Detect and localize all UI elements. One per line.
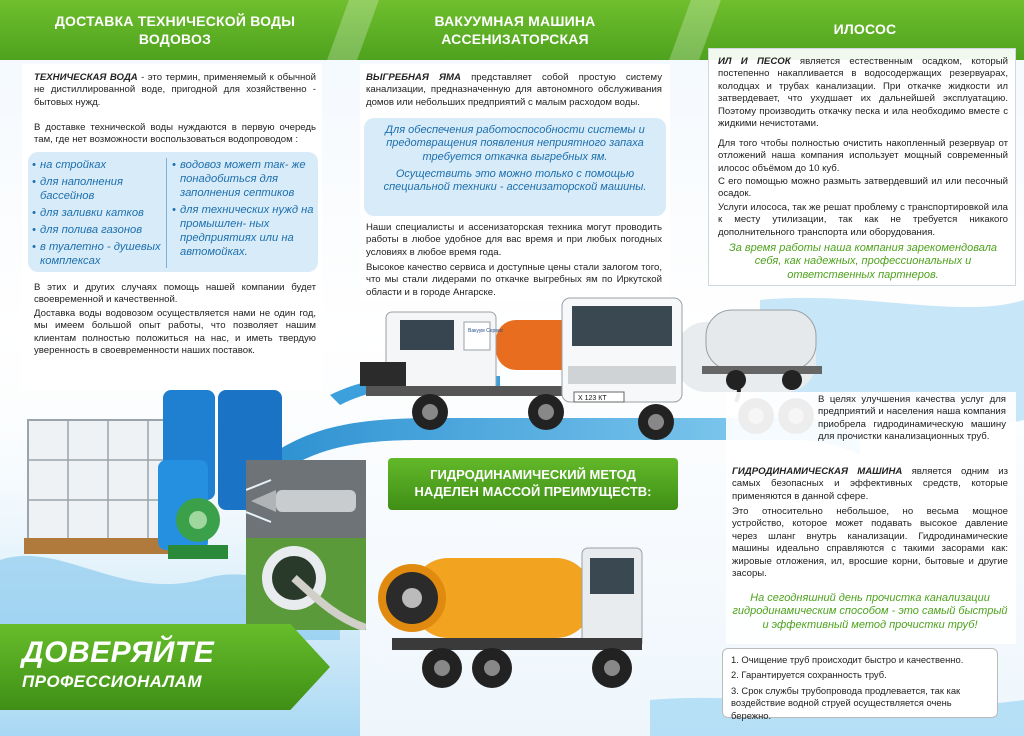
col1-intro — [34, 72, 316, 109]
header-silt-pump — [720, 20, 1010, 38]
col2-intro-text: представляет собой простую систему канализации, предназначенную для автономного обслуживания домов или небольших предприятий с малым расходом воды. — [366, 72, 663, 108]
col2-quote2: Осуществить это можно только с помощью специальной техники - ассенизаторской машины. — [383, 168, 647, 194]
col2-para1: Наши специалисты и ассенизаторская техника могут проводить работы в любое удобное для вас время и при любых погодных условиях в любое время года. — [366, 222, 662, 258]
truck-plate: Х 123 КТ — [578, 395, 607, 402]
manhole-image — [246, 538, 366, 630]
col2-para2: Высокое качество сервиса и доступные цены стали залогом того, что мы стали лидерами по откачке выгребных ям по Иркутской области и в городе Ангарске. — [366, 262, 662, 298]
header-line: ИЛОСОС — [833, 21, 897, 37]
truck-door-label: Вакуум Сервис — [468, 328, 504, 334]
list-item: • на стройках — [32, 158, 164, 172]
list-item: • водовоз может так- же понадобиться для заполнения септиков — [172, 158, 316, 200]
col3-lower-green-quote: На сегодняшний день прочистка канализации гидродинамическим способом - это самый быстрый и эффективный метод прочистки труб! — [732, 592, 1008, 631]
list-item: • для заливки катков — [32, 206, 164, 220]
list-item: • для технических нужд на промышлен- ных предприятиях или на автомойках. — [172, 203, 316, 259]
list-item: • для наполнения бассейнов — [32, 175, 164, 203]
col3-lower-term-para — [732, 466, 1008, 503]
col3-lower-para: Это относительно небольшое, но весьма мощное устройство, которое может подавать высокое давление через шланг внутрь канализации. Гидродинамические машины идеально справляются с такими засорами как: жировые отложения, ил, вросшие корни, бытовые и другие засоры. — [732, 506, 1008, 580]
header-water-delivery — [30, 12, 320, 48]
hydro-method-banner — [388, 458, 678, 510]
term-silt-sand: ИЛ И ПЕСОК — [718, 56, 791, 67]
list-item: • в туалетно - душевых комплексах — [32, 240, 164, 268]
term-technical-water: ТЕХНИЧЕСКАЯ ВОДА — [34, 72, 138, 83]
col2-quote1: Для обеспечения работоспособности системы и предотвращения появления неприятного запаха требуется откачка выгребных ям. — [385, 124, 645, 163]
col3-para1: Для того чтобы полностью очистить накопленный резервуар от отложений наша компания использует мощный современный илосос объёмом до 10 куб. — [718, 138, 1008, 174]
banner-line1: ГИДРОДИНАМИЧЕСКИЙ МЕТОД — [430, 467, 636, 482]
col3-green-quote: За время работы наша компания зарекомендовала себя, как надежных, профессиональных и ответственных партнеров. — [728, 242, 998, 281]
list-item: • для полива газонов — [32, 223, 164, 237]
header-line: ВАКУУМНАЯ МАШИНА — [434, 13, 596, 29]
bullets-divider — [166, 158, 167, 268]
nozzle-image — [246, 460, 366, 550]
header-line: АССЕНИЗАТОРСКАЯ — [441, 31, 589, 47]
silt-truck-image — [696, 300, 826, 390]
hydro-truck-image — [372, 528, 662, 718]
col3-intro — [718, 56, 1008, 130]
list-item: 1. Очищение труб происходит быстро и качественно. — [731, 654, 964, 665]
col1-para1: В этих и других случаях помощь нашей компании будет своевременной и качественной. — [34, 282, 316, 306]
col1-bullets-left — [32, 158, 164, 271]
col1-need-text: В доставке технической воды нуждаются в первую очередь там, где нет возможности воспользоваться водопроводом : — [34, 122, 316, 146]
advantages-list — [722, 648, 998, 721]
trust-line2: ПРОФЕССИОНАЛАМ — [22, 672, 202, 691]
col3-lower-term-text: является одним из самых безопасных и эффективных средств, которые применяются в данной сфере. — [732, 466, 1009, 502]
header-line: ДОСТАВКА ТЕХНИЧЕСКОЙ ВОДЫ — [54, 13, 296, 29]
col1-para2: Доставка воды водовозом осуществляется нами не один год, мы имеем большой опыт работы, что позволяет нашим клиентам полностью положиться на нас, и иметь твердую уверенность в своевременности наших поставок. — [34, 308, 316, 357]
col2-intro — [366, 72, 662, 109]
term-hydro-machine: ГИДРОДИНАМИЧЕСКАЯ МАШИНА — [732, 466, 903, 477]
list-item: 2. Гарантируется сохранность труб. — [731, 669, 887, 681]
list-item: 3. Срок службы трубопровода продлевается, так как воздействие водной струей осуществляется очень бережно. — [731, 684, 961, 721]
col3-para2: С его помощью можно размыть затвердевший ил или песочный осадок. — [718, 176, 1008, 200]
col1-bullets-right — [172, 158, 316, 262]
col3-intro-text: является естественным осадком, который постепенно накапливается в водосодержащих резервуарах, колодцах и трубах канализации. При откачке жидкости ил затвердевает, что ухудшает их дальнейшей эксплуатацию. Поэтому производить откачку песка и ила необходимо вместе с жидкими нечистотами. — [718, 56, 1008, 130]
term-cesspool: ВЫГРЕБНАЯ ЯМА — [366, 72, 461, 83]
col3-para3: Услуги илососа, так же решат проблему с транспортировкой ила к месту утилизации, так как не требуется никакого дополнительного транспорта или оборудования. — [718, 202, 1008, 238]
col1-intro-text: - это термин, применяемый к обычной не дистиллированной воде, пригодной для хозяйственно - бытовых нужд. — [34, 72, 316, 108]
col3-lower-intro: В целях улучшения качества услуг для предприятий и населения наша компания приобрела гидродинамическую машину для прочистки канализационных труб. — [818, 394, 1006, 443]
header-line: ВОДОВОЗ — [138, 31, 212, 47]
banner-line2: НАДЕЛЕН МАССОЙ ПРЕИМУЩЕСТВ: — [414, 484, 652, 499]
header-vacuum-truck — [370, 12, 660, 48]
trust-line1: ДОВЕРЯЙТЕ — [22, 636, 215, 669]
